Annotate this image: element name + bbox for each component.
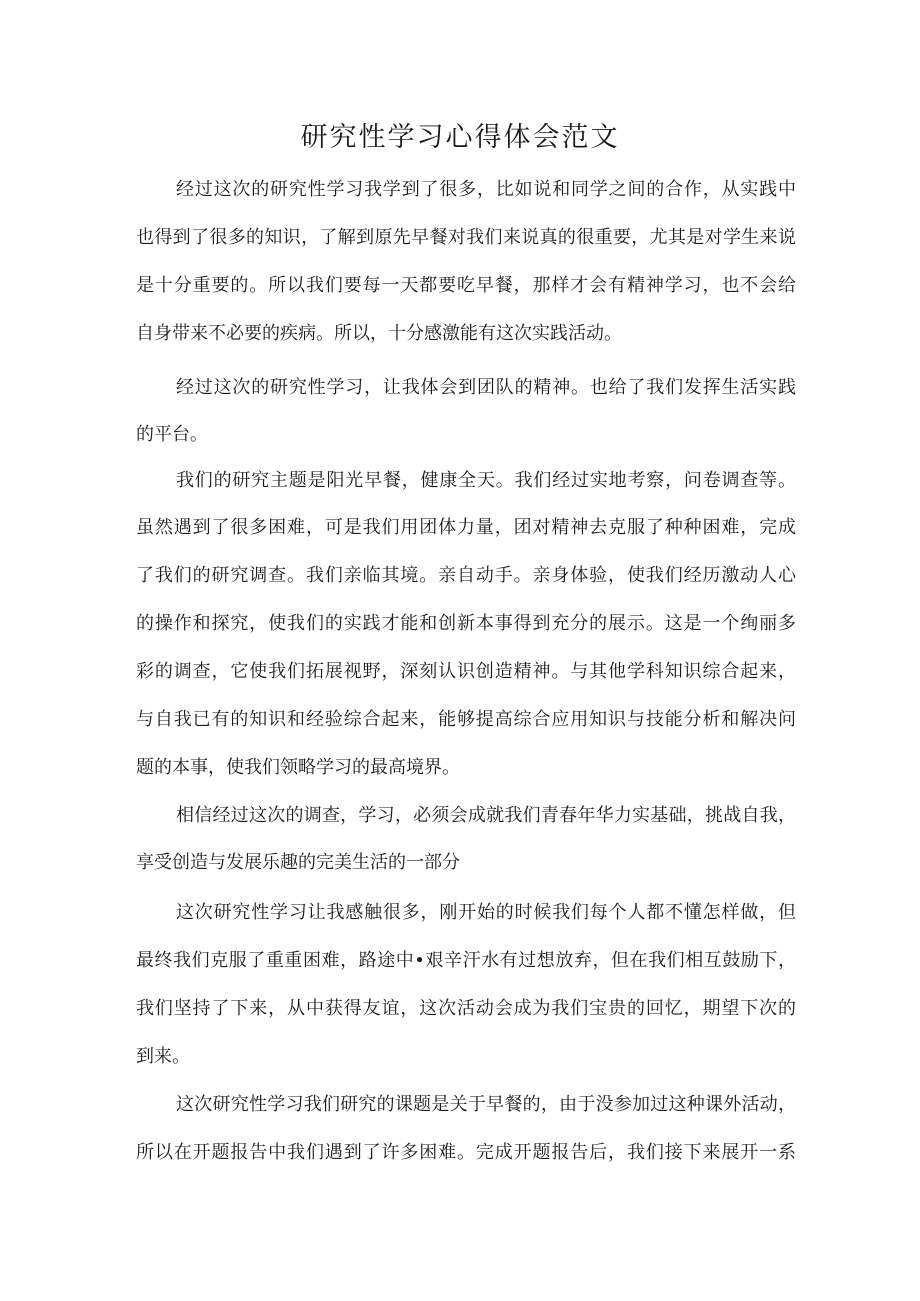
text-line: 题的本事，使我们领略学习的最高境界。 (136, 757, 460, 778)
text-line: 最终我们克服了重重困难，路途中•艰辛汗水有过想放弃，但在我们相互鼓励下， (136, 950, 796, 971)
text-line: 的操作和探究，使我们的实践才能和创新本事得到充分的展示。这是一个绚丽多 (136, 613, 796, 634)
text-line: 与自我已有的知识和经验综合起来，能够提高综合应用知识与技能分析和解决问 (136, 709, 796, 730)
text-line: 的平台。 (136, 424, 208, 445)
text-line: 到来。 (136, 1046, 190, 1067)
text-line: 了我们的研究调查。我们亲临其境。亲自动手。亲身体验，使我们经历激动人心 (136, 565, 796, 586)
text-line: 所以在开题报告中我们遇到了许多困难。完成开题报告后，我们接下来展开一系 (136, 1142, 796, 1163)
text-line: 享受创造与发展乐趣的完美生活的一部分 (136, 852, 460, 873)
text-line: 自身带来不必要的疾病。所以，十分感激能有这次实践活动。 (136, 323, 622, 344)
text-line: 也得到了很多的知识，了解到原先早餐对我们来说真的很重要，尤其是对学生来说 (136, 227, 796, 248)
text-line: 彩的调查，它使我们拓展视野，深刻认识创造精神。与其他学科知识综合起来， (136, 661, 796, 682)
text-line: 经过这次的研究性学习我学到了很多，比如说和同学之间的合作，从实践中 (176, 179, 796, 200)
text-line: 我们坚持了下来，从中获得友谊，这次活动会成为我们宝贵的回忆，期望下次的 (136, 998, 796, 1019)
text-line: 相信经过这次的调查，学习，必须会成就我们青春年华力实基础，挑战自我， (176, 805, 796, 826)
text-line: 虽然遇到了很多困难，可是我们用团体力量，团对精神去克服了种种困难，完成 (136, 517, 796, 538)
text-line: 这次研究性学习让我感触很多，刚开始的时候我们每个人都不懂怎样做，但 (176, 902, 796, 923)
text-line: 我们的研究主题是阳光早餐，健康全天。我们经过实地考察，问卷调查等。 (176, 470, 796, 491)
text-line: 这次研究性学习我们研究的课题是关于早餐的，由于没参加过这种课外活动， (176, 1094, 796, 1115)
document-title: 研究性学习心得体会范文 (300, 122, 620, 153)
text-line: 经过这次的研究性学习，让我体会到团队的精神。也给了我们发挥生活实践 (176, 377, 796, 398)
text-line: 是十分重要的。所以我们要每一天都要吃早餐，那样才会有精神学习，也不会给 (136, 275, 796, 296)
